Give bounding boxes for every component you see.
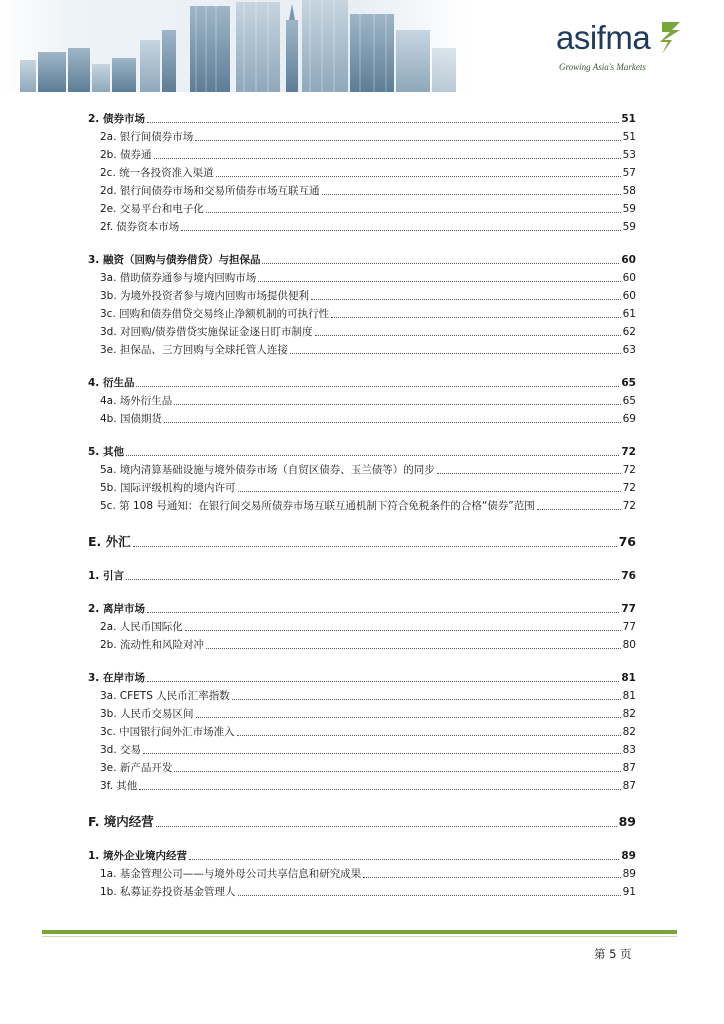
toc-section-entry[interactable] (88, 565, 636, 583)
toc-entry-title: 3d. 交易 (100, 744, 142, 756)
toc-entry-title: 1a. 基金管理公司——与境外母公司共享信息和研究成果 (100, 868, 362, 880)
toc-subsection-entry[interactable] (88, 180, 636, 198)
toc-dot-leader (196, 717, 621, 718)
toc-dot-leader (262, 263, 619, 264)
toc-dot-leader (311, 299, 621, 300)
toc-entry-title: 1. 引言 (88, 570, 124, 582)
toc-section-entry[interactable] (88, 108, 636, 126)
toc-section-entry[interactable] (88, 372, 636, 390)
toc-entry-page-number: 77 (622, 621, 636, 633)
toc-subsection-entry[interactable] (88, 703, 636, 721)
toc-subsection-entry[interactable] (88, 162, 636, 180)
toc-entry-title: 2a. 银行间债券市场 (100, 131, 194, 143)
toc-dot-leader (136, 386, 619, 387)
toc-dot-leader (164, 422, 621, 423)
toc-entry-title: 3c. 中国银行间外汇市场准入 (100, 726, 235, 738)
toc-entry-page-number: 76 (621, 570, 636, 582)
toc-dot-leader (126, 455, 619, 456)
toc-dot-leader (174, 771, 620, 772)
toc-dot-leader (156, 826, 617, 827)
toc-entry-page-number: 77 (621, 603, 636, 615)
asifma-logo (556, 18, 686, 80)
toc-chapter-entry[interactable] (88, 810, 636, 830)
footer-rule-thin (42, 936, 677, 937)
toc-entry-page-number: 83 (622, 744, 636, 756)
toc-entry-page-number: 58 (622, 185, 636, 197)
page-number: 第 5 页 (594, 947, 632, 961)
toc-entry-title: 3b. 为境外投资者参与境内回购市场提供便利 (100, 290, 310, 302)
toc-entry-title: 5c. 第 108 号通知：在银行间交易所债券市场互联互通机制下符合免税条件的合格“债券”范围 (100, 500, 535, 512)
toc-spacer (88, 357, 636, 372)
toc-entry-title: 3a. 借助债券通参与境内回购市场 (100, 272, 257, 284)
toc-entry-title: 4a. 场外衍生品 (100, 395, 173, 407)
toc-section-entry[interactable] (88, 598, 636, 616)
toc-spacer (88, 652, 636, 667)
toc-entry-title: 3. 在岸市场 (88, 672, 145, 684)
toc-section-entry[interactable] (88, 845, 636, 863)
toc-entry-page-number: 87 (622, 762, 636, 774)
toc-entry-page-number: 89 (622, 868, 636, 880)
toc-dot-leader (238, 895, 621, 896)
toc-entry-title: 3b. 人民币交易区间 (100, 708, 194, 720)
toc-subsection-entry[interactable] (88, 144, 636, 162)
toc-entry-title: 3c. 回购和债券借贷交易终止净额机制的可执行性 (100, 308, 330, 320)
toc-entry-page-number: 72 (622, 482, 636, 494)
toc-entry-page-number: 60 (622, 272, 636, 284)
toc-entry-title: 1. 境外企业境内经营 (88, 850, 187, 862)
toc-entry-page-number: 59 (622, 203, 636, 215)
toc-entry-page-number: 60 (622, 290, 636, 302)
logo-chevron-icon (658, 20, 686, 56)
toc-entry-page-number: 81 (621, 672, 636, 684)
toc-entry-page-number: 63 (622, 344, 636, 356)
toc-entry-page-number: 57 (622, 167, 636, 179)
toc-entry-page-number: 81 (622, 690, 636, 702)
toc-entry-page-number: 87 (622, 780, 636, 792)
toc-dot-leader (126, 579, 619, 580)
toc-subsection-entry[interactable] (88, 267, 636, 285)
toc-entry-page-number: 72 (622, 464, 636, 476)
toc-entry-page-number: 82 (622, 726, 636, 738)
toc-subsection-entry[interactable] (88, 198, 636, 216)
toc-subsection-entry[interactable] (88, 634, 636, 652)
toc-subsection-entry[interactable] (88, 685, 636, 703)
toc-dot-leader (315, 335, 621, 336)
toc-entry-title: 3e. 担保品、三方回购与全球托管人连接 (100, 344, 288, 356)
toc-dot-leader (237, 735, 621, 736)
toc-entry-title: 2a. 人民币国际化 (100, 621, 183, 633)
toc-entry-title: 5b. 国际评级机构的境内许可 (100, 482, 236, 494)
toc-entry-page-number: 51 (621, 113, 636, 125)
toc-subsection-entry[interactable] (88, 863, 636, 881)
toc-entry-title: 4b. 国债期货 (100, 413, 163, 425)
toc-entry-title: 3d. 对回购/债券借贷实施保证金逐日盯市制度 (100, 326, 313, 338)
toc-entry-title: 2d. 银行间债券市场和交易所债券市场互联互通 (100, 185, 320, 197)
toc-entry-page-number: 60 (621, 254, 636, 266)
toc-subsection-entry[interactable] (88, 126, 636, 144)
toc-subsection-entry[interactable] (88, 616, 636, 634)
toc-subsection-entry[interactable] (88, 216, 636, 234)
toc-entry-title: 2b. 债券通 (100, 149, 152, 161)
toc-entry-page-number: 80 (622, 639, 636, 651)
toc-dot-leader (147, 681, 619, 682)
toc-section-entry[interactable] (88, 249, 636, 267)
toc-dot-leader (232, 699, 621, 700)
toc-spacer (88, 550, 636, 565)
toc-subsection-entry[interactable] (88, 477, 636, 495)
toc-entry-title: 3f. 其他 (100, 780, 138, 792)
toc-spacer (88, 513, 636, 530)
toc-dot-leader (147, 612, 619, 613)
toc-dot-leader (143, 753, 621, 754)
toc-entry-title: 2e. 交易平台和电子化 (100, 203, 204, 215)
toc-dot-leader (238, 491, 621, 492)
toc-dot-leader (195, 140, 620, 141)
toc-section-entry[interactable] (88, 667, 636, 685)
toc-entry-page-number: 76 (618, 534, 636, 549)
toc-dot-leader (437, 473, 621, 474)
toc-subsection-entry[interactable] (88, 775, 636, 793)
toc-subsection-entry[interactable] (88, 459, 636, 477)
table-of-contents (88, 108, 636, 899)
toc-chapter-entry[interactable] (88, 530, 636, 550)
toc-entry-page-number: 91 (622, 886, 636, 898)
toc-subsection-entry[interactable] (88, 739, 636, 757)
toc-subsection-entry[interactable] (88, 495, 636, 513)
toc-dot-leader (185, 630, 621, 631)
logo-tagline: Growing Asia's Markets (559, 62, 646, 72)
toc-entry-page-number: 82 (622, 708, 636, 720)
toc-entry-page-number: 62 (622, 326, 636, 338)
toc-entry-title: 1b. 私募证券投资基金管理人 (100, 886, 236, 898)
toc-dot-leader (147, 122, 619, 123)
toc-entry-title: E. 外汇 (88, 534, 131, 549)
toc-entry-title: 2c. 统一各投资准入渠道 (100, 167, 214, 179)
toc-spacer (88, 830, 636, 845)
toc-dot-leader (174, 404, 620, 405)
toc-subsection-entry[interactable] (88, 339, 636, 357)
toc-dot-leader (206, 648, 621, 649)
toc-entry-title: 3e. 新产品开发 (100, 762, 173, 774)
toc-dot-leader (363, 877, 620, 878)
toc-dot-leader (133, 546, 617, 547)
toc-entry-page-number: 65 (621, 377, 636, 389)
toc-entry-page-number: 59 (622, 221, 636, 233)
toc-spacer (88, 426, 636, 441)
toc-subsection-entry[interactable] (88, 721, 636, 739)
toc-entry-page-number: 51 (622, 131, 636, 143)
toc-entry-title: 3. 融资（回购与债券借贷）与担保品 (88, 254, 261, 266)
toc-entry-title: F. 境内经营 (88, 814, 154, 829)
toc-spacer (88, 583, 636, 598)
toc-dot-leader (258, 281, 620, 282)
toc-subsection-entry[interactable] (88, 285, 636, 303)
toc-entry-page-number: 72 (621, 446, 636, 458)
toc-entry-title: 2. 离岸市场 (88, 603, 145, 615)
toc-entry-page-number: 65 (622, 395, 636, 407)
toc-entry-page-number: 61 (622, 308, 636, 320)
toc-dot-leader (154, 158, 621, 159)
toc-spacer (88, 234, 636, 249)
toc-entry-title: 5a. 境内清算基础设施与境外债券市场（自贸区债券、玉兰债等）的同步 (100, 464, 435, 476)
toc-entry-title: 4. 衍生品 (88, 377, 135, 389)
toc-spacer (88, 793, 636, 810)
toc-entry-title: 2f. 债券资本市场 (100, 221, 180, 233)
page-header (0, 0, 724, 92)
toc-entry-page-number: 89 (621, 850, 636, 862)
toc-section-entry[interactable] (88, 441, 636, 459)
toc-subsection-entry[interactable] (88, 757, 636, 775)
toc-subsection-entry[interactable] (88, 408, 636, 426)
toc-dot-leader (331, 317, 620, 318)
toc-entry-page-number: 69 (622, 413, 636, 425)
toc-entry-page-number: 53 (622, 149, 636, 161)
city-skyline-banner (0, 0, 470, 92)
toc-entry-title: 5. 其他 (88, 446, 124, 458)
toc-dot-leader (139, 789, 620, 790)
toc-entry-page-number: 72 (622, 500, 636, 512)
toc-dot-leader (181, 230, 620, 231)
toc-dot-leader (537, 509, 621, 510)
toc-entry-title: 2. 债券市场 (88, 113, 145, 125)
toc-dot-leader (322, 194, 621, 195)
logo-wordmark: asifma (556, 19, 651, 56)
footer-rule (42, 930, 677, 934)
toc-subsection-entry[interactable] (88, 303, 636, 321)
toc-dot-leader (290, 353, 621, 354)
toc-subsection-entry[interactable] (88, 881, 636, 899)
toc-entry-title: 2b. 流动性和风险对冲 (100, 639, 205, 651)
toc-dot-leader (206, 212, 621, 213)
toc-dot-leader (189, 859, 619, 860)
toc-entry-title: 3a. CFETS 人民币汇率指数 (100, 690, 230, 702)
toc-subsection-entry[interactable] (88, 321, 636, 339)
toc-subsection-entry[interactable] (88, 390, 636, 408)
toc-dot-leader (216, 176, 621, 177)
toc-entry-page-number: 89 (618, 814, 636, 829)
